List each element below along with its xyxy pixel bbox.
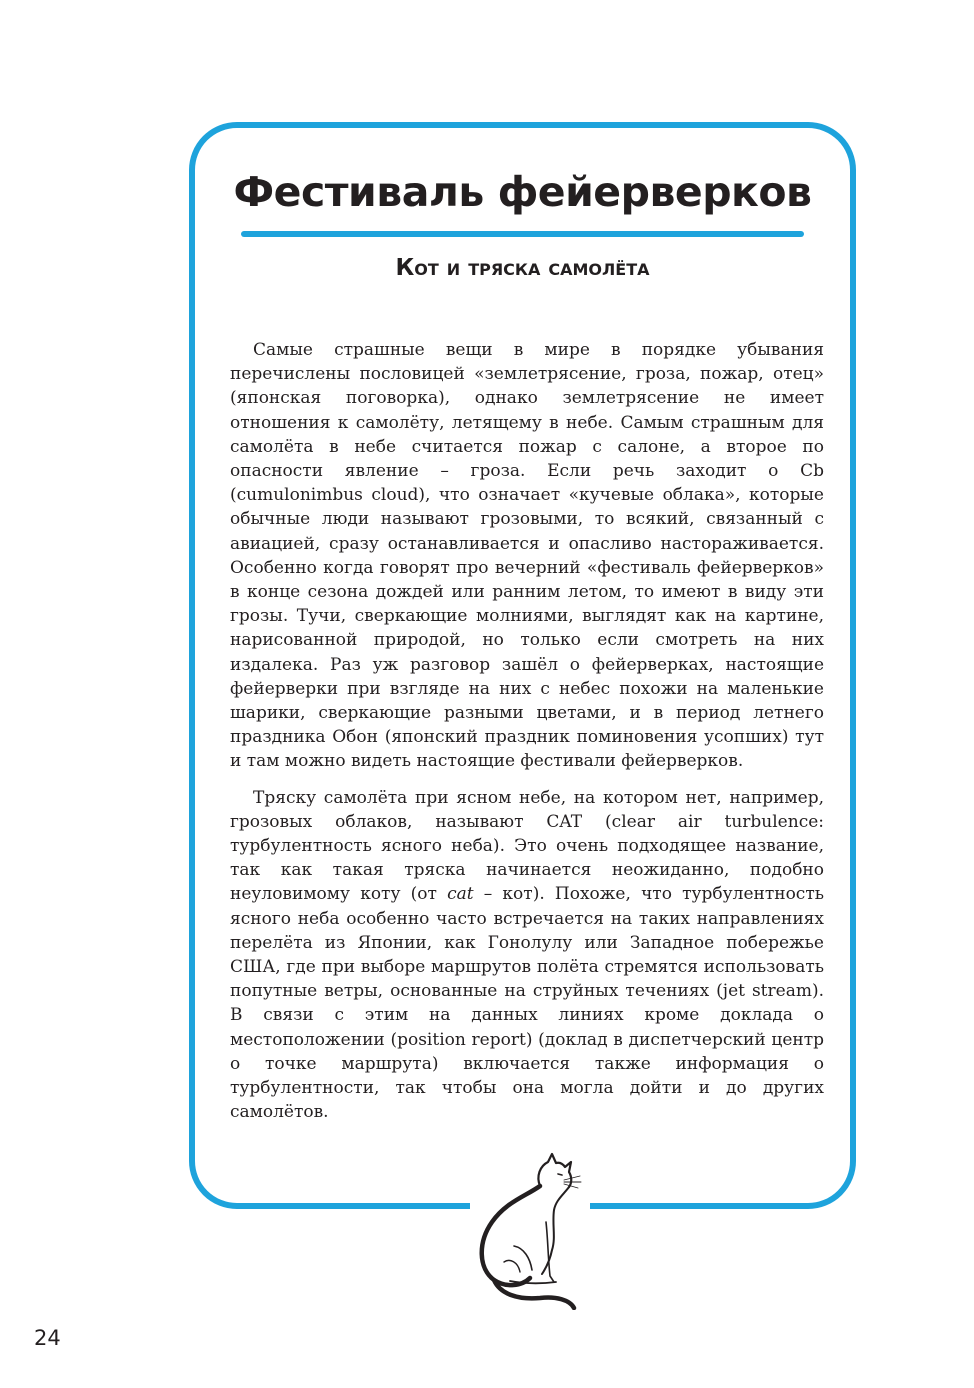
paragraph-1: Самые страшные вещи в мире в порядке убывания перечислены пословицей «землетрясение, гроза, пожар, отец» (японская поговорка), однако землетрясение не имеет отношения к самолёту, летящему в небе. Самым страшным для самолёта в небе считается пожар с салоне, а второе по опасности явление – гроза. Если речь заходит о Cb (cumulonimbus cloud), что означает «кучевые облака», которые обычные люди называют грозовыми, то всякий, связанный с авиацией, сразу останавливается и опасливо настораживается. Особенно когда говорят про вечерний «фестиваль фейерверков» в конце сезона дождей или ранним летом, то имеют в виду эти грозы. Тучи, сверкающие молниями, выглядят как на картине, нарисованной природой, но только если смотреть на них издалека. Раз уж разговор зашёл о фейерверках, настоящие фейерверки при взгляде на них с небес похожи на маленькие шарики, сверкающие разными цветами, и в период летнего праздника Обон (японский праздник поминовения усопших) тут и там можно видеть настоящие фестивали фейерверков. [230,340,824,772]
title-underline [241,231,804,237]
cat-drawing [470,1150,590,1310]
page-title: Фестиваль фейерверков [233,168,812,216]
paragraph-2-italic: cat [447,884,474,905]
body-text [230,338,824,1137]
paragraph-2-start: Тряску самолёта при ясном небе, на котором нет, например, грозовых облаков, называют CAT (clear air turbulence: турбулентность ясного неба). Это очень подходящее название, так как такая тряска начинается неожиданно, подобно неуловимому коту (от [230,787,824,905]
page-number: 24 [34,1326,61,1350]
cat-silhouette-icon [470,1150,590,1310]
paragraph-2 [230,786,824,1125]
section-subtitle: Кот и тряска самолёта [395,255,650,281]
paragraph-2-end: – кот). Похоже, что турбулентность ясного неба особенно часто встречается на таких направлениях перелёта из Японии, как Гонолулу или Западное побережье США, где при выборе маршрутов полёта стремятся использовать попутные ветры, основанные на струйных течениях (jet stream). В связи с этим на данных линиях кроме доклада о местоположении (position report) (доклад в диспетчерский центр о точке маршрута) включается также информация о турбулентности, так чтобы она могла дойти и до других самолётов. [230,884,824,1123]
